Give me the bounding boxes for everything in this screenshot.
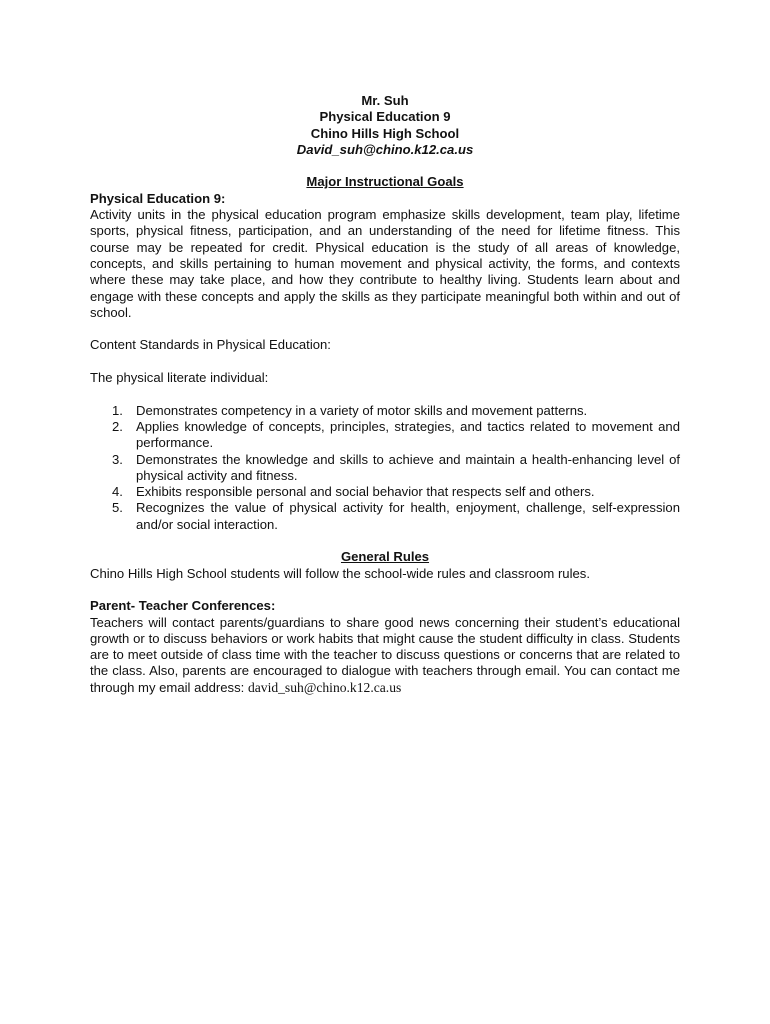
goals-body: Activity units in the physical education program emphasize skills development, team play, lifetime sports, physical fitness, participation, and an understanding of the need for lifetime fitness. This course may be repeated for credit. Physical education is the study of all areas of knowledge, concepts, and skills pertaining to human movement and physical activity, the forms, and contexts where these may take place, and how they contribute to healthy living. Students learn about and engage with these concepts and apply the skills as they participate meaningful both within and out of school. [90, 207, 680, 320]
course-name: Physical Education 9 [319, 109, 451, 125]
goals-subhead: Physical Education 9: [90, 190, 226, 206]
spacer [90, 386, 680, 402]
teacher-name: Mr. Suh [361, 93, 409, 108]
conferences-text: Teachers will contact parents/guardians to share good news concerning their student’s educational growth or to discuss behaviors or work habits that might cause the student difficulty in class. Students are to meet outside of class time with the teacher to discuss questions or concerns that are related to the class. Also, parents are encouraged to dialogue with teachers through email. You can contact me through my email address: [90, 614, 680, 695]
list-item-number: 2. [112, 418, 123, 434]
list-item-number: 1. [112, 402, 123, 418]
standards-list [90, 403, 680, 533]
rules-body: Chino Hills High School students will follow the school-wide rules and classroom rules. [90, 565, 590, 581]
list-item-text: Applies knowledge of concepts, principles, strategies, and tactics related to movement and performance. [136, 418, 680, 451]
document-page [90, 93, 680, 696]
spacer [90, 158, 680, 174]
spacer [90, 321, 680, 337]
list-item-number: 4. [112, 484, 123, 500]
document-header [90, 93, 680, 158]
spacer [90, 354, 680, 370]
list-item-text: Recognizes the value of physical activity for health, enjoyment, challenge, self-expression and/or social interaction. [136, 500, 680, 532]
list-item [90, 500, 680, 533]
standards-heading: Content Standards in Physical Education: [90, 337, 331, 353]
list-item [90, 419, 680, 452]
conferences-body [90, 615, 680, 696]
spacer [90, 533, 680, 549]
list-item-number: 3. [112, 451, 123, 467]
list-item [90, 484, 680, 500]
list-item-text: Demonstrates the knowledge and skills to achieve and maintain a health-enhancing level of physical activity and fitness. [136, 451, 680, 483]
list-item [90, 452, 680, 485]
rules-title: General Rules [340, 549, 430, 565]
standards-intro: The physical literate individual: [90, 370, 269, 386]
list-item-text: Demonstrates competency in a variety of motor skills and movement patterns. [136, 402, 588, 418]
goals-title: Major Instructional Goals [306, 174, 464, 190]
conferences-subhead: Parent- Teacher Conferences: [90, 598, 276, 614]
school-name: Chino Hills High School [310, 125, 460, 141]
contact-email: david_suh@chino.k12.ca.us [247, 679, 402, 695]
list-item-text: Exhibits responsible personal and social behavior that respects self and others. [136, 484, 595, 500]
teacher-email: David_suh@chino.k12.ca.us [296, 141, 474, 157]
spacer [90, 582, 680, 598]
list-item [90, 403, 680, 419]
list-item-number: 5. [112, 500, 123, 516]
